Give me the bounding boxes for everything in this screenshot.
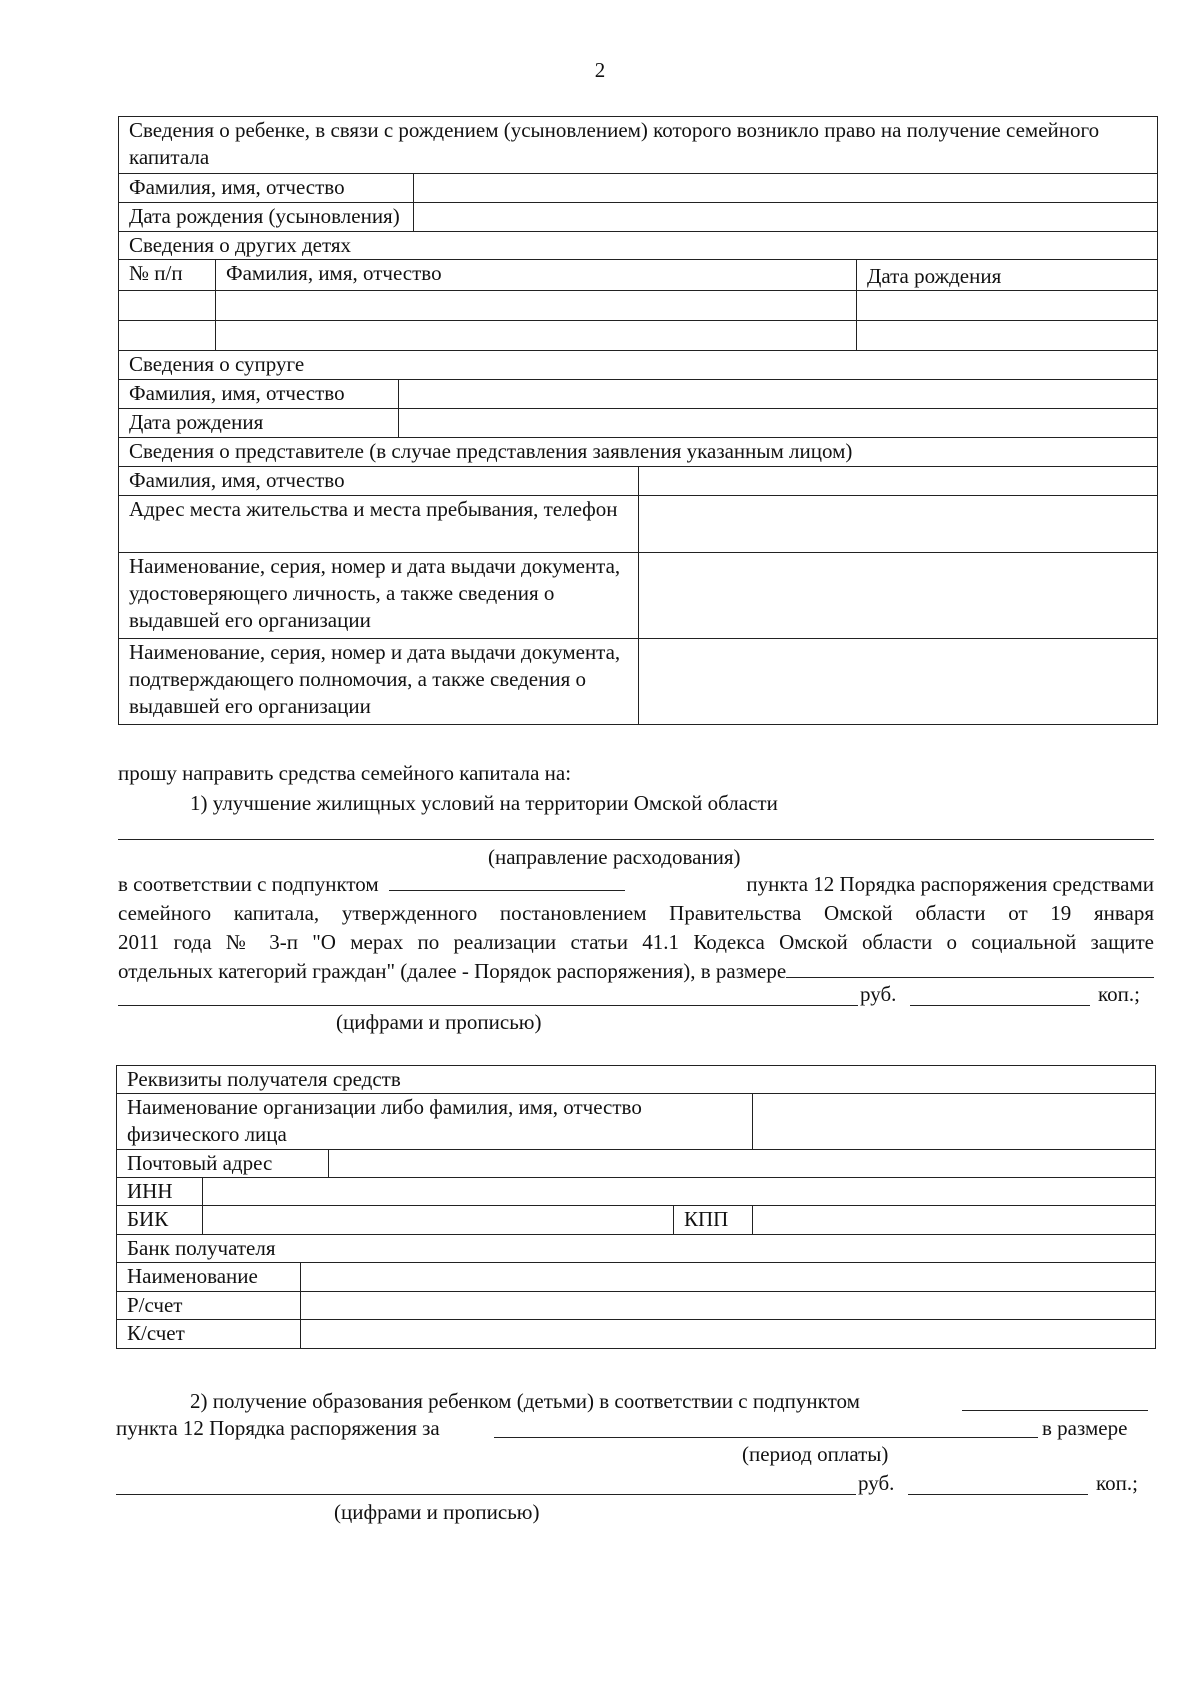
- page-number: 2: [594, 58, 606, 82]
- request-intro: прошу направить средства семейного капитала на:: [118, 761, 572, 785]
- applicant-details-table: [118, 116, 1158, 725]
- postal-address-field[interactable]: [329, 1150, 1156, 1178]
- direction-input-line[interactable]: [118, 839, 1154, 840]
- education-amount-input-line[interactable]: [116, 1494, 856, 1495]
- recipient-details-table: [116, 1065, 1156, 1349]
- bank-name-field[interactable]: [301, 1263, 1156, 1292]
- recipient-org-label: Наименование организации либо фамилия, имя, отчество физического лица: [117, 1094, 753, 1150]
- account-field[interactable]: [301, 1292, 1156, 1320]
- bank-name-label: Наименование: [117, 1263, 301, 1292]
- bik-label: БИК: [117, 1206, 203, 1235]
- legal-basis-paragraph: [118, 870, 1154, 986]
- child-fio-field[interactable]: [414, 174, 1158, 203]
- direction-caption: (направление расходования): [488, 845, 741, 869]
- inn-label: ИНН: [117, 1178, 203, 1206]
- education-line2-suffix: в размере: [1042, 1416, 1128, 1440]
- other-children-title: Сведения о других детях: [119, 232, 1158, 260]
- other-child-birth-field[interactable]: [857, 321, 1158, 351]
- education-rub-label: руб.: [858, 1471, 895, 1495]
- spouse-birth-label: Дата рождения: [119, 409, 399, 438]
- education-kop-input-line[interactable]: [908, 1494, 1088, 1495]
- corr-account-label: К/счет: [117, 1320, 301, 1349]
- legal-line-4: отдельных категорий граждан" (далее - Порядок распоряжения), в размере: [118, 959, 787, 983]
- spouse-fio-field[interactable]: [399, 380, 1158, 409]
- bik-field[interactable]: [203, 1206, 674, 1235]
- education-item: 2) получение образования ребенком (детьми) в соответствии с подпунктом: [190, 1389, 860, 1413]
- representative-id-doc-label: Наименование, серия, номер и дата выдачи документа, удостоверяющего личность, а также сведения о выдавшей его организации: [119, 553, 639, 639]
- representative-id-doc-field[interactable]: [639, 553, 1158, 639]
- recipient-title: Реквизиты получателя средств: [117, 1066, 1156, 1094]
- amount-input[interactable]: [786, 957, 1154, 978]
- spouse-birth-field[interactable]: [399, 409, 1158, 438]
- housing-item: 1) улучшение жилищных условий на территории Омской области: [190, 791, 778, 815]
- spouse-fio-label: Фамилия, имя, отчество: [119, 380, 399, 409]
- col-header-num: № п/п: [119, 260, 216, 291]
- inn-field[interactable]: [203, 1178, 1156, 1206]
- other-child-fio-field[interactable]: [216, 321, 857, 351]
- legal-line-2: семейного капитала, утвержденного постановлением Правительства Омской области от 19 января: [118, 901, 1154, 925]
- other-child-num-field[interactable]: [119, 321, 216, 351]
- child-birth-field[interactable]: [414, 203, 1158, 232]
- representative-authority-doc-label: Наименование, серия, номер и дата выдачи документа, подтверждающего полномочия, а также сведения о выдавшей его организации: [119, 639, 639, 725]
- representative-fio-label: Фамилия, имя, отчество: [119, 467, 639, 496]
- representative-address-field[interactable]: [639, 496, 1158, 553]
- education-subpoint-input-line[interactable]: [962, 1410, 1148, 1411]
- col-header-fio: Фамилия, имя, отчество: [216, 260, 857, 291]
- kpp-label: КПП: [674, 1206, 753, 1235]
- kpp-field[interactable]: [753, 1206, 1156, 1235]
- representative-fio-field[interactable]: [639, 467, 1158, 496]
- rub-label: руб.: [860, 982, 897, 1006]
- subpoint-prefix: в соответствии с подпунктом: [118, 872, 379, 896]
- corr-account-field[interactable]: [301, 1320, 1156, 1349]
- spouse-section-title: Сведения о супруге: [119, 351, 1158, 380]
- representative-section-title: Сведения о представителе (в случае представления заявления указанным лицом): [119, 438, 1158, 467]
- kop-label: коп.;: [1098, 982, 1140, 1006]
- period-caption: (период оплаты): [742, 1442, 889, 1466]
- bank-title: Банк получателя: [117, 1235, 1156, 1263]
- col-header-birth: Дата рождения: [857, 260, 1158, 291]
- subpoint-suffix: пункта 12 Порядка распоряжения средствами: [746, 872, 1154, 896]
- representative-authority-doc-field[interactable]: [639, 639, 1158, 725]
- amount-caption: (цифрами и прописью): [336, 1010, 542, 1034]
- recipient-org-field[interactable]: [753, 1094, 1156, 1150]
- amount-words-input-line[interactable]: [118, 1005, 858, 1006]
- education-amount-caption: (цифрами и прописью): [334, 1500, 540, 1524]
- other-child-fio-field[interactable]: [216, 291, 857, 321]
- kop-input-line[interactable]: [910, 1005, 1090, 1006]
- education-line2-prefix: пункта 12 Порядка распоряжения за: [116, 1416, 440, 1440]
- child-fio-label: Фамилия, имя, отчество: [119, 174, 414, 203]
- account-label: Р/счет: [117, 1292, 301, 1320]
- representative-address-label: Адрес места жительства и места пребывания, телефон: [119, 496, 639, 553]
- payment-period-input-line[interactable]: [494, 1437, 1038, 1438]
- child-birth-label: Дата рождения (усыновления): [119, 203, 414, 232]
- other-child-num-field[interactable]: [119, 291, 216, 321]
- postal-address-label: Почтовый адрес: [117, 1150, 329, 1178]
- legal-line-3: 2011 года № 3-п "О мерах по реализации статьи 41.1 Кодекса Омской области о социальной защите: [118, 930, 1154, 954]
- education-kop-label: коп.;: [1096, 1471, 1138, 1495]
- child-section-title: Сведения о ребенке, в связи с рождением (усыновлением) которого возникло право на получение семейного капитала: [119, 117, 1158, 174]
- subpoint-input[interactable]: [389, 870, 625, 891]
- other-child-birth-field[interactable]: [857, 291, 1158, 321]
